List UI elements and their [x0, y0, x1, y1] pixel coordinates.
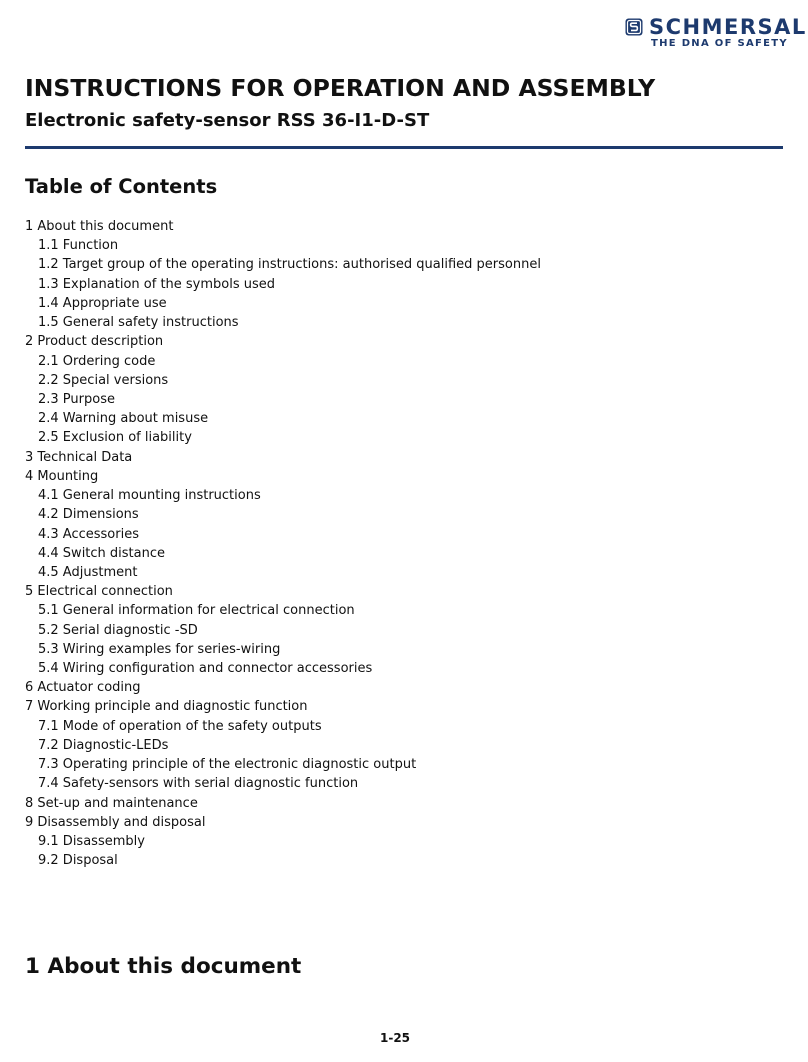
toc-subentry[interactable]: 4.4 Switch distance [38, 545, 166, 561]
schmersal-logo-mark-icon [625, 18, 643, 36]
toc-subentry[interactable]: 7.3 Operating principle of the electronic diagnostic output [38, 757, 417, 773]
toc-subentry[interactable]: 2.3 Purpose [38, 391, 115, 407]
toc-subentry[interactable]: 4.3 Accessories [38, 526, 139, 542]
toc-subentry[interactable]: 5.4 Wiring configuration and connector accessories [38, 661, 373, 677]
toc-subentry[interactable]: 9.1 Disassembly [38, 834, 145, 849]
toc-subentry[interactable]: 1.1 Function [38, 238, 119, 254]
toc-heading: Table of Contents [25, 175, 218, 198]
toc-subentry[interactable]: 1.4 Appropriate use [38, 295, 167, 311]
document-subtitle: Electronic safety-sensor RSS 36-I1-D-ST [25, 110, 430, 131]
toc-subentry[interactable]: 9.2 Disposal [38, 853, 118, 869]
toc-entry[interactable]: 9 Disassembly and disposal [25, 814, 206, 830]
toc-entry[interactable]: 8 Set-up and maintenance [25, 795, 198, 811]
toc-subentry[interactable]: 2.5 Exclusion of liability [38, 430, 192, 446]
toc-subentry[interactable]: 2.2 Special versions [38, 372, 169, 388]
toc-subentry[interactable]: 4.1 General mounting instructions [38, 488, 261, 504]
toc-entry[interactable]: 1 About this document [25, 219, 174, 234]
toc-entry[interactable]: 7 Working principle and diagnostic function [25, 699, 308, 715]
header-divider [25, 146, 783, 149]
toc-subentry[interactable]: 5.3 Wiring examples for series-wiring [38, 641, 281, 657]
toc-entry[interactable]: 3 Technical Data [25, 449, 133, 465]
toc-subentry[interactable]: 7.1 Mode of operation of the safety outputs [38, 718, 322, 734]
document-title: INSTRUCTIONS FOR OPERATION AND ASSEMBLY [25, 74, 656, 102]
logo-tagline: THE DNA OF SAFETY [651, 38, 788, 49]
page-number: 1-25 [379, 1031, 411, 1045]
toc-subentry[interactable]: 1.3 Explanation of the symbols used [38, 276, 276, 292]
toc-subentry[interactable]: 1.2 Target group of the operating instructions: authorised qualified personnel [38, 257, 541, 273]
toc-subentry[interactable]: 4.5 Adjustment [38, 564, 138, 580]
toc-subentry[interactable]: 7.4 Safety-sensors with serial diagnostic function [38, 776, 359, 792]
toc-entry[interactable]: 5 Electrical connection [25, 584, 173, 600]
toc-entry[interactable]: 4 Mounting [25, 468, 99, 484]
toc-subentry[interactable]: 7.2 Diagnostic-LEDs [38, 737, 169, 753]
schmersal-logo [625, 15, 807, 52]
table-of-contents [25, 217, 541, 870]
toc-entry[interactable]: 2 Product description [25, 334, 164, 350]
section-heading: 1 About this document [25, 954, 302, 979]
toc-entry[interactable]: 6 Actuator coding [25, 680, 141, 696]
logo-name: SCHMERSAL [649, 15, 807, 39]
toc-subentry[interactable]: 5.1 General information for electrical connection [38, 603, 355, 619]
toc-subentry[interactable]: 2.4 Warning about misuse [38, 411, 209, 427]
toc-subentry[interactable]: 1.5 General safety instructions [38, 315, 239, 331]
toc-subentry[interactable]: 5.2 Serial diagnostic -SD [38, 622, 198, 638]
toc-subentry[interactable]: 4.2 Dimensions [38, 507, 139, 523]
toc-subentry[interactable]: 2.1 Ordering code [38, 353, 156, 369]
